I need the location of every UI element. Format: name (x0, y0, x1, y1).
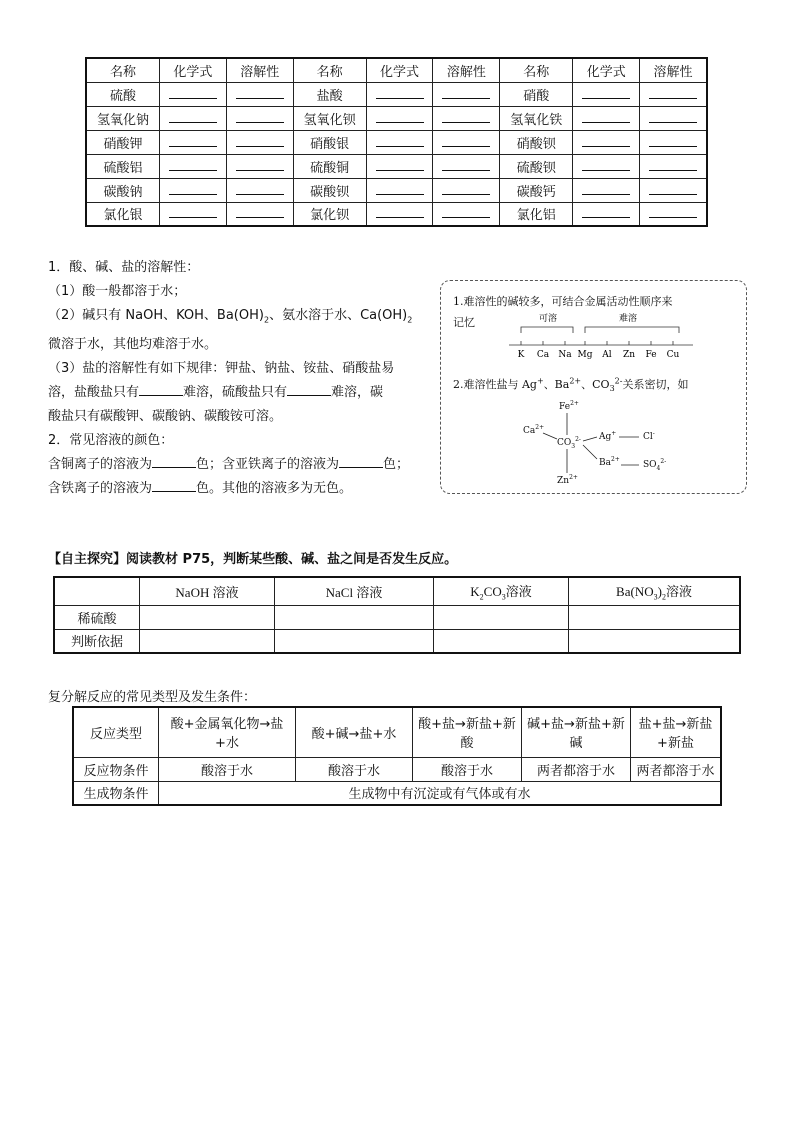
compound-name: 硫酸铜 (293, 154, 366, 178)
fill-blank[interactable] (339, 455, 383, 468)
soluble-label: 可溶 (539, 314, 558, 324)
compound-name: 硝酸钾 (86, 130, 160, 154)
header-cell: 溶解性 (226, 58, 293, 82)
formula-blank[interactable] (573, 154, 640, 178)
row-label: 稀硫酸 (54, 605, 140, 629)
formula-blank[interactable] (160, 202, 227, 226)
solubility-blank[interactable] (226, 130, 293, 154)
compound-name: 硝酸 (500, 82, 573, 106)
note-line: 含铁离子的溶液为 色。其他的溶液多为无色。 (48, 480, 353, 496)
condition-cell: 两者都溶于水 (631, 757, 722, 781)
note-line: 溶，盐酸盐只有 难溶，硫酸盐只有 难溶，碳 (48, 384, 384, 400)
table-row (86, 202, 707, 226)
answer-cell[interactable] (434, 605, 569, 629)
condition-cell: 两者都溶于水 (522, 757, 631, 781)
insoluble-bracket (585, 327, 679, 333)
answer-cell[interactable] (140, 629, 275, 653)
compound-name: 氢氧化钠 (86, 106, 160, 130)
solubility-blank[interactable] (640, 154, 707, 178)
reaction-type: 酸+碱→盐+水 (296, 707, 413, 757)
fill-blank[interactable] (152, 479, 196, 492)
reaction-type: 酸+金属氧化物→盐+水 (159, 707, 296, 757)
note-line: （3）盐的溶解性有如下规律：钾盐、钠盐、铵盐、硝酸盐易 (48, 360, 395, 376)
ion-relation-diagram (521, 395, 721, 490)
header-cell: 名称 (500, 58, 573, 82)
header-cell: 反应类型 (73, 707, 159, 757)
link-ca (543, 433, 557, 439)
compound-name: 氯化银 (86, 202, 160, 226)
answer-cell[interactable] (275, 629, 434, 653)
formula-blank[interactable] (366, 130, 433, 154)
answer-cell[interactable] (569, 629, 741, 653)
note-line: 酸盐只有碳酸钾、碳酸钠、碳酸铵可溶。 (48, 408, 283, 424)
compound-name: 氢氧化铁 (500, 106, 573, 130)
compound-name: 硫酸铝 (86, 154, 160, 178)
compound-name: 氯化钡 (293, 202, 366, 226)
solubility-blank[interactable] (640, 202, 707, 226)
ion-so4: $SO_4^{2-}$ (643, 458, 667, 472)
solubility-blank[interactable] (226, 82, 293, 106)
formula-blank[interactable] (160, 82, 227, 106)
formula-blank[interactable] (160, 178, 227, 202)
reaction-type: 酸+盐→新盐+新酸 (413, 707, 522, 757)
ion-zn: $Zn^{2+}$ (557, 474, 578, 486)
table-row (86, 82, 707, 106)
solubility-blank[interactable] (640, 178, 707, 202)
ion-co3: $CO_3^{2-}$ (557, 436, 581, 450)
ion-cl: Cl- (643, 430, 655, 442)
formula-blank[interactable] (573, 106, 640, 130)
product-condition: 生成物中有沉淀或有气体或有水 (159, 781, 722, 805)
metal-label: Na (558, 350, 572, 360)
solubility-blank[interactable] (226, 202, 293, 226)
col-nacl: NaCl 溶液 (275, 577, 434, 605)
explore-table (53, 576, 741, 654)
header-cell: 化学式 (160, 58, 227, 82)
header-cell: 化学式 (573, 58, 640, 82)
link-ba (583, 445, 597, 459)
solubility-blank[interactable] (640, 106, 707, 130)
formula-blank[interactable] (366, 106, 433, 130)
solubility-blank[interactable] (640, 130, 707, 154)
note-line: 微溶于水，其他均难溶于水。 (48, 336, 218, 352)
note-line: 2．常见溶液的颜色： (48, 432, 174, 448)
metal-activity-series (501, 309, 701, 365)
table-row (73, 781, 721, 805)
formula-blank[interactable] (366, 154, 433, 178)
tip-line: 2.难溶性盐与 Ag+、$Ba^{2+}$、$CO_3^{2-}$关系密切，如 (453, 376, 689, 394)
formula-blank[interactable] (573, 202, 640, 226)
fill-blank[interactable] (152, 455, 196, 468)
explore-title: 【自主探究】阅读教材 P75，判断某些酸、碱、盐之间是否发生反应。 (48, 552, 458, 567)
soluble-bracket (521, 327, 573, 333)
solubility-blank[interactable] (226, 178, 293, 202)
formula-blank[interactable] (573, 178, 640, 202)
table-row (86, 154, 707, 178)
answer-cell[interactable] (140, 605, 275, 629)
solubility-blank[interactable] (433, 82, 500, 106)
header-cell: 名称 (86, 58, 160, 82)
condition-cell: 酸溶于水 (413, 757, 522, 781)
table-row (86, 106, 707, 130)
solubility-blank[interactable] (433, 106, 500, 130)
compound-name: 硝酸钡 (500, 130, 573, 154)
table-header-row (86, 58, 707, 82)
formula-blank[interactable] (160, 130, 227, 154)
tip-line: 记忆 (453, 316, 475, 329)
answer-cell[interactable] (275, 605, 434, 629)
col-k2co3: $K_2CO_3$溶液 (434, 577, 569, 605)
metal-label: Mg (577, 350, 593, 360)
note-line: 1．酸、碱、盐的溶解性： (48, 260, 200, 275)
solubility-blank[interactable] (226, 154, 293, 178)
reaction-table (72, 706, 722, 806)
compound-name: 硫酸钡 (500, 154, 573, 178)
table-row (54, 605, 740, 629)
compound-name: 氢氧化钡 (293, 106, 366, 130)
fill-blank[interactable] (139, 383, 183, 396)
table-header-row (54, 577, 740, 605)
reaction-type: 碱+盐→新盐+新碱 (522, 707, 631, 757)
formula-blank[interactable] (160, 154, 227, 178)
formula-blank[interactable] (366, 178, 433, 202)
compound-name: 碳酸钡 (293, 178, 366, 202)
metal-label: Ca (536, 350, 550, 360)
ion-fe: $Fe^{2+}$ (559, 400, 579, 412)
metal-label: Fe (645, 350, 657, 360)
table-row (86, 130, 707, 154)
note-line: （1）酸一般都溶于水； (48, 284, 187, 299)
answer-cell[interactable] (569, 605, 741, 629)
table-row (73, 757, 721, 781)
compound-name: 碳酸钙 (500, 178, 573, 202)
metal-label: Al (602, 350, 612, 360)
compound-name: 盐酸 (293, 82, 366, 106)
answer-cell[interactable] (434, 629, 569, 653)
solubility-table (85, 57, 708, 227)
solubility-notes (48, 256, 433, 501)
compound-name: 碳酸钠 (86, 178, 160, 202)
formula-blank[interactable] (160, 106, 227, 130)
compound-name: 硝酸银 (293, 130, 366, 154)
ion-ba: $Ba^{2+}$ (599, 456, 620, 468)
row-label: 判断依据 (54, 629, 140, 653)
table-row (54, 629, 740, 653)
solubility-blank[interactable] (433, 154, 500, 178)
empty-cell (54, 577, 140, 605)
fill-blank[interactable] (287, 383, 331, 396)
formula-blank[interactable] (366, 82, 433, 106)
compound-name: 硫酸 (86, 82, 160, 106)
solubility-blank[interactable] (640, 82, 707, 106)
metal-label: Zn (622, 350, 636, 360)
insoluble-label: 难溶 (619, 314, 638, 324)
ion-ca: $Ca^{2+}$ (523, 424, 545, 436)
header-cell: 化学式 (366, 58, 433, 82)
tip-box (440, 280, 747, 494)
note-line: 含铜离子的溶液为 色；含亚铁离子的溶液为 色； (48, 456, 410, 472)
solubility-blank[interactable] (226, 106, 293, 130)
formula-blank[interactable] (573, 82, 640, 106)
ion-ag: Ag+ (599, 430, 617, 442)
condition-cell: 酸溶于水 (159, 757, 296, 781)
solubility-blank[interactable] (433, 130, 500, 154)
header-cell: 溶解性 (640, 58, 707, 82)
header-cell: 名称 (293, 58, 366, 82)
row-label: 生成物条件 (73, 781, 159, 805)
link-ag (583, 437, 597, 441)
reaction-title: 复分解反应的常见类型及发生条件： (48, 690, 257, 705)
col-naoh: NaOH 溶液 (140, 577, 275, 605)
table-row (86, 178, 707, 202)
compound-name: 氯化铝 (500, 202, 573, 226)
tip-line: 1.难溶性的碱较多，可结合金属活动性顺序来 (453, 295, 673, 308)
table-header-row (73, 707, 721, 757)
solubility-blank[interactable] (433, 178, 500, 202)
formula-blank[interactable] (366, 202, 433, 226)
solubility-blank[interactable] (433, 202, 500, 226)
row-label: 反应物条件 (73, 757, 159, 781)
condition-cell: 酸溶于水 (296, 757, 413, 781)
header-cell: 溶解性 (433, 58, 500, 82)
metal-label: Cu (666, 350, 680, 360)
col-bano3: $Ba(NO_3)_2$溶液 (569, 577, 741, 605)
formula-blank[interactable] (573, 130, 640, 154)
reaction-type: 盐+盐→新盐+新盐 (631, 707, 722, 757)
note-line: （2）碱只有 NaOH、KOH、$Ba(OH)_2$、氨水溶于水、$Ca(OH)_2$ (48, 308, 413, 325)
metal-label: K (517, 350, 525, 360)
